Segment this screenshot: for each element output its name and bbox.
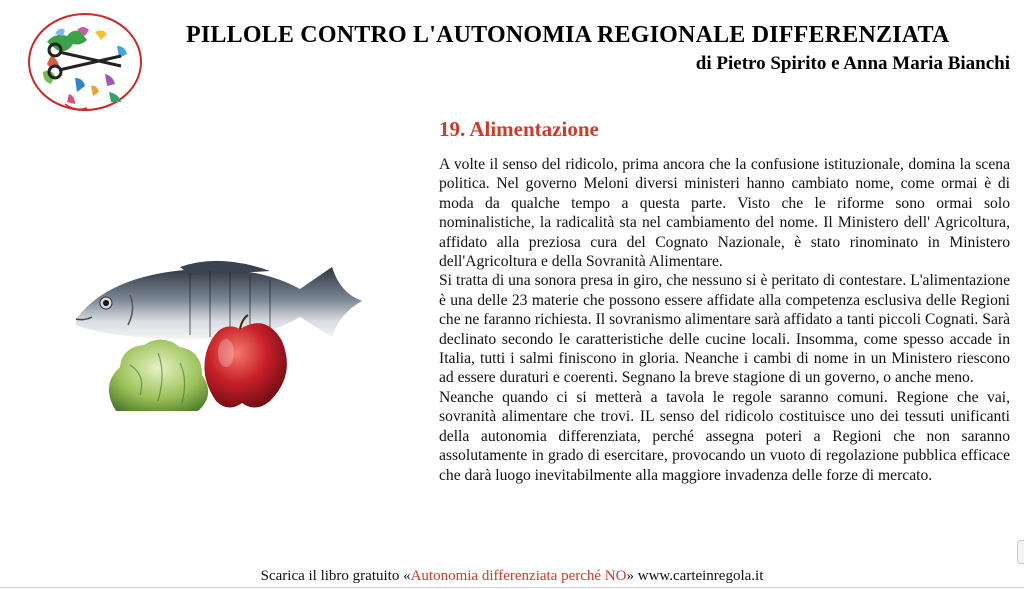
page-title: PILLOLE CONTRO L'AUTONOMIA REGIONALE DIFFERENZIATA <box>186 22 950 48</box>
footer-suffix: » www.carteinregola.it <box>626 568 764 584</box>
scrollbar-handle[interactable] <box>1017 540 1024 564</box>
authors-line: di Pietro Spirito e Anna Maria Bianchi <box>695 53 1010 74</box>
chapter-title: 19. Alimentazione <box>439 117 599 141</box>
book-link[interactable]: Autonomia differenziata perché NO <box>410 568 627 584</box>
article-body <box>439 155 1010 485</box>
footer-line <box>0 568 1024 585</box>
article-paragraph: Neanche quando ci si metterà a tavola le regole saranno comuni. Regione che vai, sovranità alimentare che trovi. IL senso del ridicolo costituisce uno dei tessuti unificanti della autonomia differenziata, perché assegna poteri a Regioni che non saranno assolutamente in grado di esercitare, provocando un vuoto di regolazione pubblica efficace che darà luogo inevitabilmente alla maggiore invadenza delle forze di mercato. <box>439 388 1010 484</box>
article-paragraph: Si tratta di una sonora presa in giro, che nessuno si è peritato di contestare. L'alimentazione è una delle 23 materie che possono essere affidate alla competenza esclusiva delle Regioni che ne faranno richiesta. Il sovranismo alimentare sarà affidato a tanti piccoli Cognati. Sarà declinato secondo le caratteristiche delle cucine locali. Insomma, come spesso accade in Italia, tutti i salmi finiscono in gloria. Neanche i cambi di nome in un Ministero riescono ad essere duraturi e coerenti. Segnano la breve stagione di un governo, o anche meno. <box>439 272 1010 387</box>
article-paragraph: A volte il senso del ridicolo, prima ancora che la confusione istituzionale, domina la scena politica. Nel governo Meloni diversi ministeri hanno cambiato nome, come ormai è di moda da qualche tempo a questa parte. Visto che le riforme sono ormai solo nominalistiche, la radicalità sta nel cambiamento del nome. Il Ministero dell' Agricoltura, affidato alla preziosa cura del Cognato Nazionale, è stato rinominato in Ministero dell'Agricoltura e della Sovranità Alimentare. <box>439 156 1010 271</box>
italy-map-scissors-logo <box>25 12 145 122</box>
fish-lettuce-apple-illustration <box>70 255 370 415</box>
footer-divider <box>0 587 1024 588</box>
footer-prefix: Scarica il libro gratuito « <box>260 568 411 584</box>
